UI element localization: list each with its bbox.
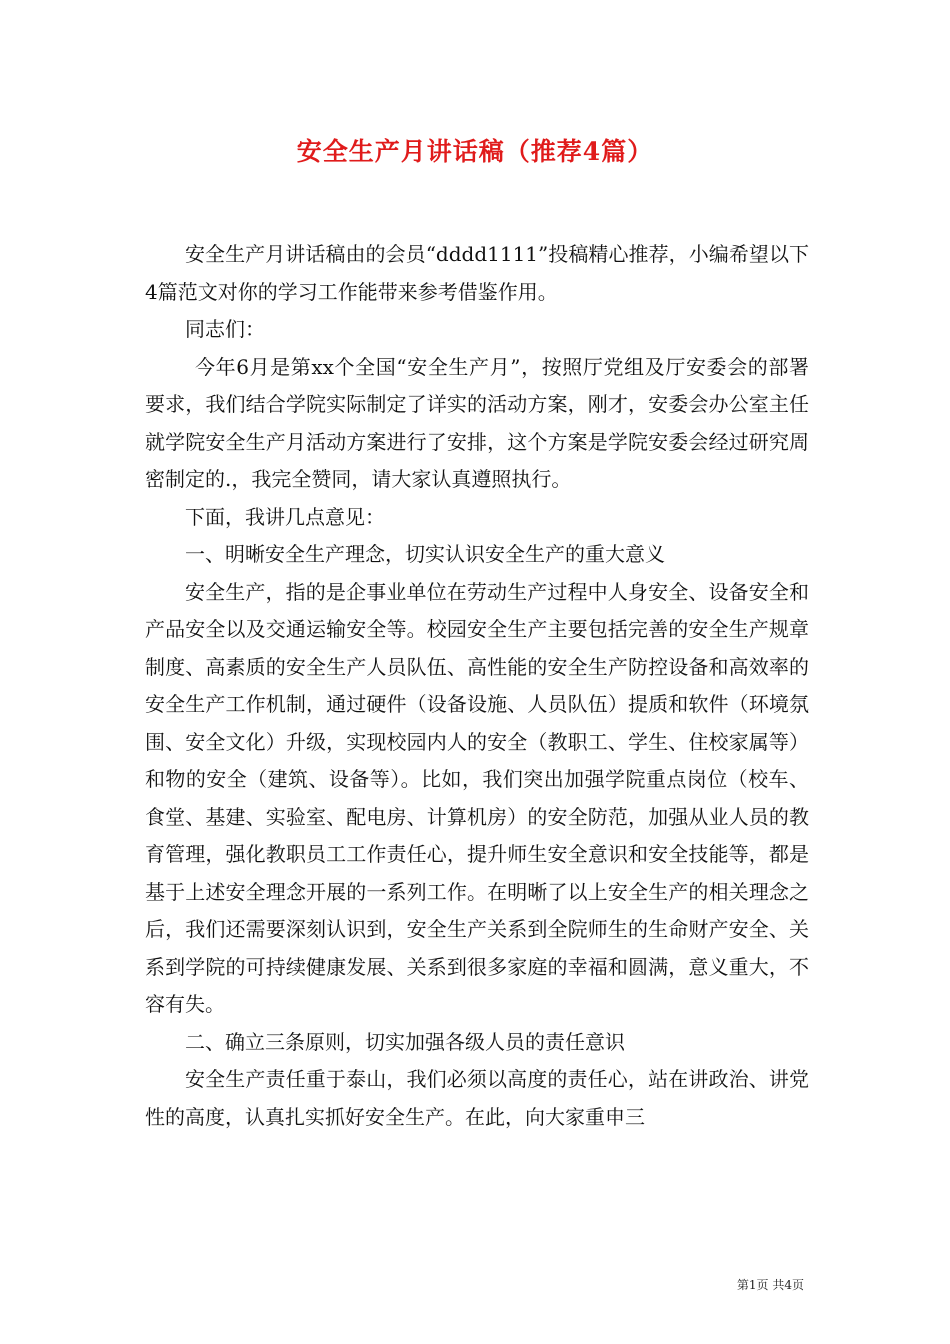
paragraph-background: 今年6月是第xx个全国“安全生产月”，按照厅党组及厅安委会的部署要求，我们结合学院实际制定了详实的活动方案，刚才，安委会办公室主任就学院安全生产月活动方案进行了安排，这个方案是学院安委会经过研究周密制定的.，我完全赞同，请大家认真遵照执行。 — [145, 354, 809, 491]
section-heading-2: 二、确立三条原则，切实加强各级人员的责任意识 — [185, 1029, 625, 1054]
paragraph-lead-in: 下面，我讲几点意见： — [185, 504, 385, 529]
paragraph-intro: 安全生产月讲话稿由的会员“dddd1111”投稿精心推荐，小编希望以下4篇范文对你的学习工作能带来参考借鉴作用。 — [145, 242, 809, 304]
paragraph-section-1: 安全生产，指的是企事业单位在劳动生产过程中人身安全、设备安全和产品安全以及交通运输安全等。校园安全生产主要包括完善的安全生产规章制度、高素质的安全生产人员队伍、高性能的安全生产防控设备和高效率的安全生产工作机制，通过硬件（设备设施、人员队伍）提质和软件（环境氛围、安全文化）升级，实现校园内人的安全（教职工、学生、住校家属等）和物的安全（建筑、设备等）。比如，我们突出加强学院重点岗位（校车、食堂、基建、实验室、配电房、计算机房）的安全防范，加强从业人员的教育管理，强化教职员工工作责任心，提升师生安全意识和安全技能等，都是基于上述安全理念开展的一系列工作。在明晰了以上安全生产的相关理念之后，我们还需要深刻认识到，安全生产关系到全院师生的生命财产安全、关系到学院的可持续健康发展、关系到很多家庭的幸福和圆满，意义重大，不容有失。 — [145, 579, 809, 1016]
document-body — [145, 236, 809, 1136]
section-heading-1: 一、明晰安全生产理念，切实认识安全生产的重大意义 — [185, 542, 665, 566]
page-number-footer: 第1页 共4页 — [736, 1278, 804, 1292]
paragraph-salutation: 同志们： — [185, 317, 265, 341]
document-title: 安全生产月讲话稿（推荐4篇） — [296, 137, 654, 166]
paragraph-section-2: 安全生产责任重于泰山，我们必须以高度的责任心，站在讲政治、讲党性的高度，认真扎实抓好安全生产。在此，向大家重申三 — [145, 1067, 809, 1129]
